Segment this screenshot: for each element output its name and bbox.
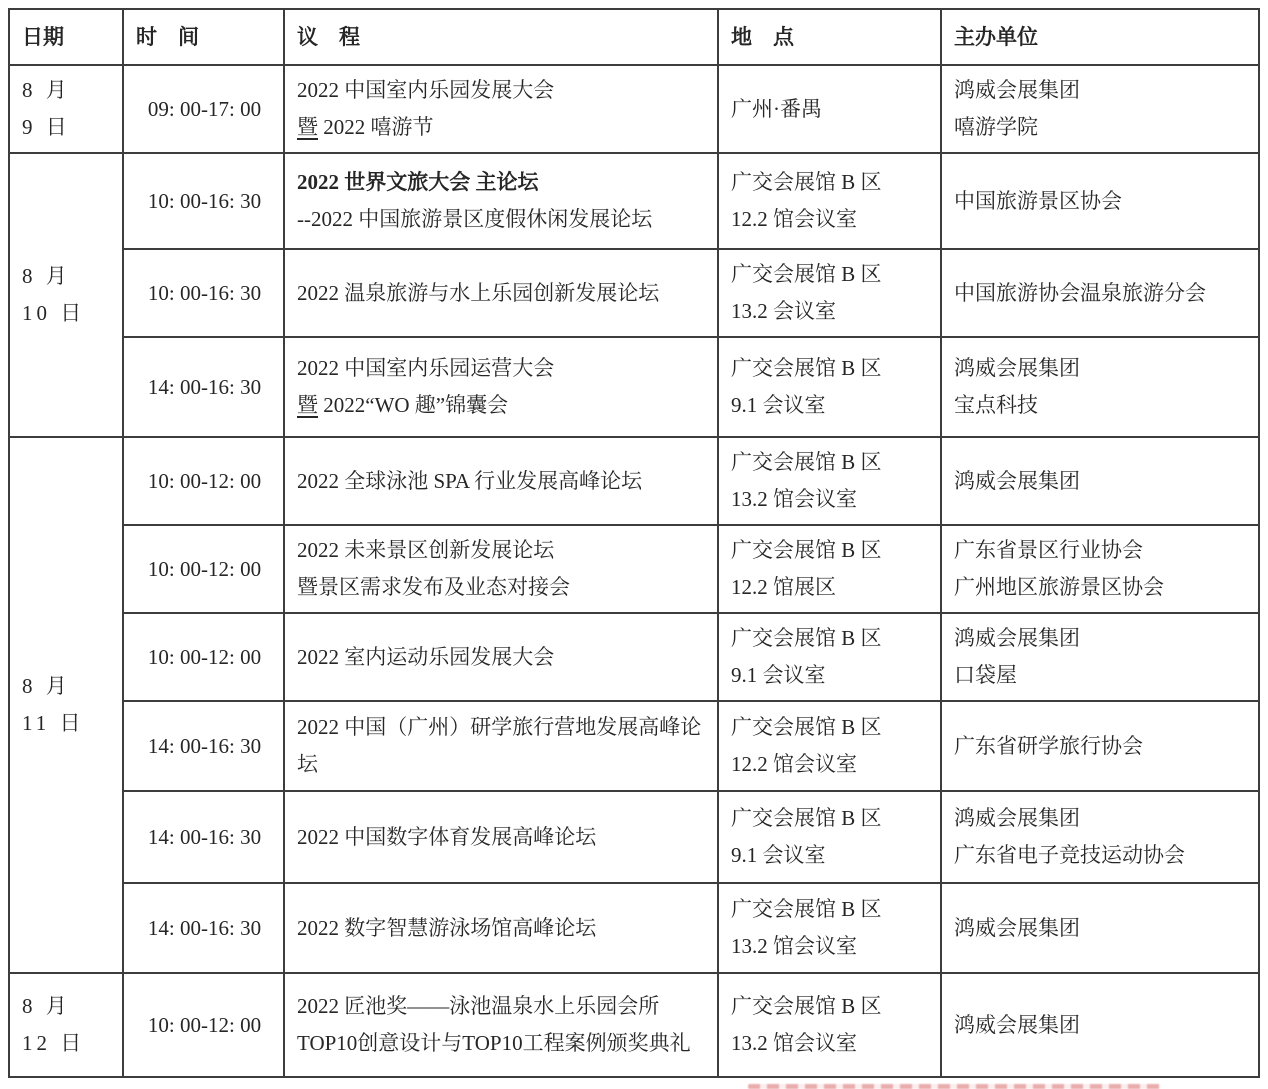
location-cell: 广交会展馆 B 区 9.1 会议室 bbox=[718, 613, 941, 701]
time-cell: 10: 00-12: 00 bbox=[123, 437, 284, 525]
organizer-cell: 广东省研学旅行协会 bbox=[941, 701, 1259, 791]
schedule-row bbox=[9, 791, 1259, 883]
agenda-cell: 2022 未来景区创新发展论坛 暨景区需求发布及业态对接会 bbox=[284, 525, 718, 613]
location-cell: 广交会展馆 B 区 12.2 馆会议室 bbox=[718, 153, 941, 249]
time-cell: 09: 00-17: 00 bbox=[123, 65, 284, 153]
agenda-cell: 2022 中国（广州）研学旅行营地发展高峰论坛 bbox=[284, 701, 718, 791]
schedule-row bbox=[9, 249, 1259, 337]
time-cell: 14: 00-16: 30 bbox=[123, 883, 284, 973]
schedule-row bbox=[9, 525, 1259, 613]
location-cell: 广交会展馆 B 区 12.2 馆展区 bbox=[718, 525, 941, 613]
time-cell: 10: 00-12: 00 bbox=[123, 973, 284, 1077]
location-cell: 广交会展馆 B 区 13.2 馆会议室 bbox=[718, 973, 941, 1077]
organizer-cell: 鸿威会展集团 宝点科技 bbox=[941, 337, 1259, 437]
organizer-cell: 鸿威会展集团 bbox=[941, 883, 1259, 973]
header-location: 地 点 bbox=[718, 9, 941, 65]
time-cell: 10: 00-16: 30 bbox=[123, 153, 284, 249]
agenda-cell: 2022 中国室内乐园发展大会 暨 2022 嘻游节 bbox=[284, 65, 718, 153]
location-cell: 广交会展馆 B 区 9.1 会议室 bbox=[718, 791, 941, 883]
date-cell: 8 月 11 日 bbox=[9, 437, 123, 973]
header-date: 日期 bbox=[9, 9, 123, 65]
agenda-cell: 2022 数字智慧游泳场馆高峰论坛 bbox=[284, 883, 718, 973]
location-cell: 广交会展馆 B 区 13.2 馆会议室 bbox=[718, 883, 941, 973]
date-cell: 8 月 12 日 bbox=[9, 973, 123, 1077]
organizer-cell: 鸿威会展集团 广东省电子竞技运动协会 bbox=[941, 791, 1259, 883]
agenda-cell: 2022 世界文旅大会 主论坛 --2022 中国旅游景区度假休闲发展论坛 bbox=[284, 153, 718, 249]
schedule-row bbox=[9, 613, 1259, 701]
schedule-row bbox=[9, 883, 1259, 973]
agenda-cell: 2022 全球泳池 SPA 行业发展高峰论坛 bbox=[284, 437, 718, 525]
agenda-cell: 2022 温泉旅游与水上乐园创新发展论坛 bbox=[284, 249, 718, 337]
cutoff-red-text-fragment bbox=[748, 1084, 1160, 1089]
agenda-cell: 2022 中国数字体育发展高峰论坛 bbox=[284, 791, 718, 883]
schedule-row bbox=[9, 153, 1259, 249]
schedule-table bbox=[8, 8, 1260, 1078]
header-agenda: 议 程 bbox=[284, 9, 718, 65]
date-cell: 8 月 10 日 bbox=[9, 153, 123, 437]
header-organizer: 主办单位 bbox=[941, 9, 1259, 65]
header-time: 时 间 bbox=[123, 9, 284, 65]
agenda-cell: 2022 匠池奖——泳池温泉水上乐园会所TOP10创意设计与TOP10工程案例颁奖典礼 bbox=[284, 973, 718, 1077]
agenda-cell: 2022 室内运动乐园发展大会 bbox=[284, 613, 718, 701]
time-cell: 14: 00-16: 30 bbox=[123, 701, 284, 791]
organizer-cell: 鸿威会展集团 口袋屋 bbox=[941, 613, 1259, 701]
organizer-cell: 中国旅游协会温泉旅游分会 bbox=[941, 249, 1259, 337]
agenda-cell: 2022 中国室内乐园运营大会 暨 2022“WO 趣”锦囊会 bbox=[284, 337, 718, 437]
schedule-row bbox=[9, 337, 1259, 437]
organizer-cell: 鸿威会展集团 bbox=[941, 437, 1259, 525]
organizer-cell: 广东省景区行业协会 广州地区旅游景区协会 bbox=[941, 525, 1259, 613]
time-cell: 10: 00-16: 30 bbox=[123, 249, 284, 337]
time-cell: 14: 00-16: 30 bbox=[123, 337, 284, 437]
location-cell: 广州·番禺 bbox=[718, 65, 941, 153]
schedule-row bbox=[9, 973, 1259, 1077]
organizer-cell: 鸿威会展集团 bbox=[941, 973, 1259, 1077]
time-cell: 10: 00-12: 00 bbox=[123, 613, 284, 701]
schedule-page bbox=[8, 8, 1260, 1078]
location-cell: 广交会展馆 B 区 12.2 馆会议室 bbox=[718, 701, 941, 791]
schedule-row bbox=[9, 701, 1259, 791]
time-cell: 10: 00-12: 00 bbox=[123, 525, 284, 613]
location-cell: 广交会展馆 B 区 13.2 会议室 bbox=[718, 249, 941, 337]
schedule-row bbox=[9, 437, 1259, 525]
location-cell: 广交会展馆 B 区 9.1 会议室 bbox=[718, 337, 941, 437]
organizer-cell: 鸿威会展集团 嘻游学院 bbox=[941, 65, 1259, 153]
date-cell: 8 月 9 日 bbox=[9, 65, 123, 153]
header-row bbox=[9, 9, 1259, 65]
schedule-row bbox=[9, 65, 1259, 153]
time-cell: 14: 00-16: 30 bbox=[123, 791, 284, 883]
location-cell: 广交会展馆 B 区 13.2 馆会议室 bbox=[718, 437, 941, 525]
organizer-cell: 中国旅游景区协会 bbox=[941, 153, 1259, 249]
